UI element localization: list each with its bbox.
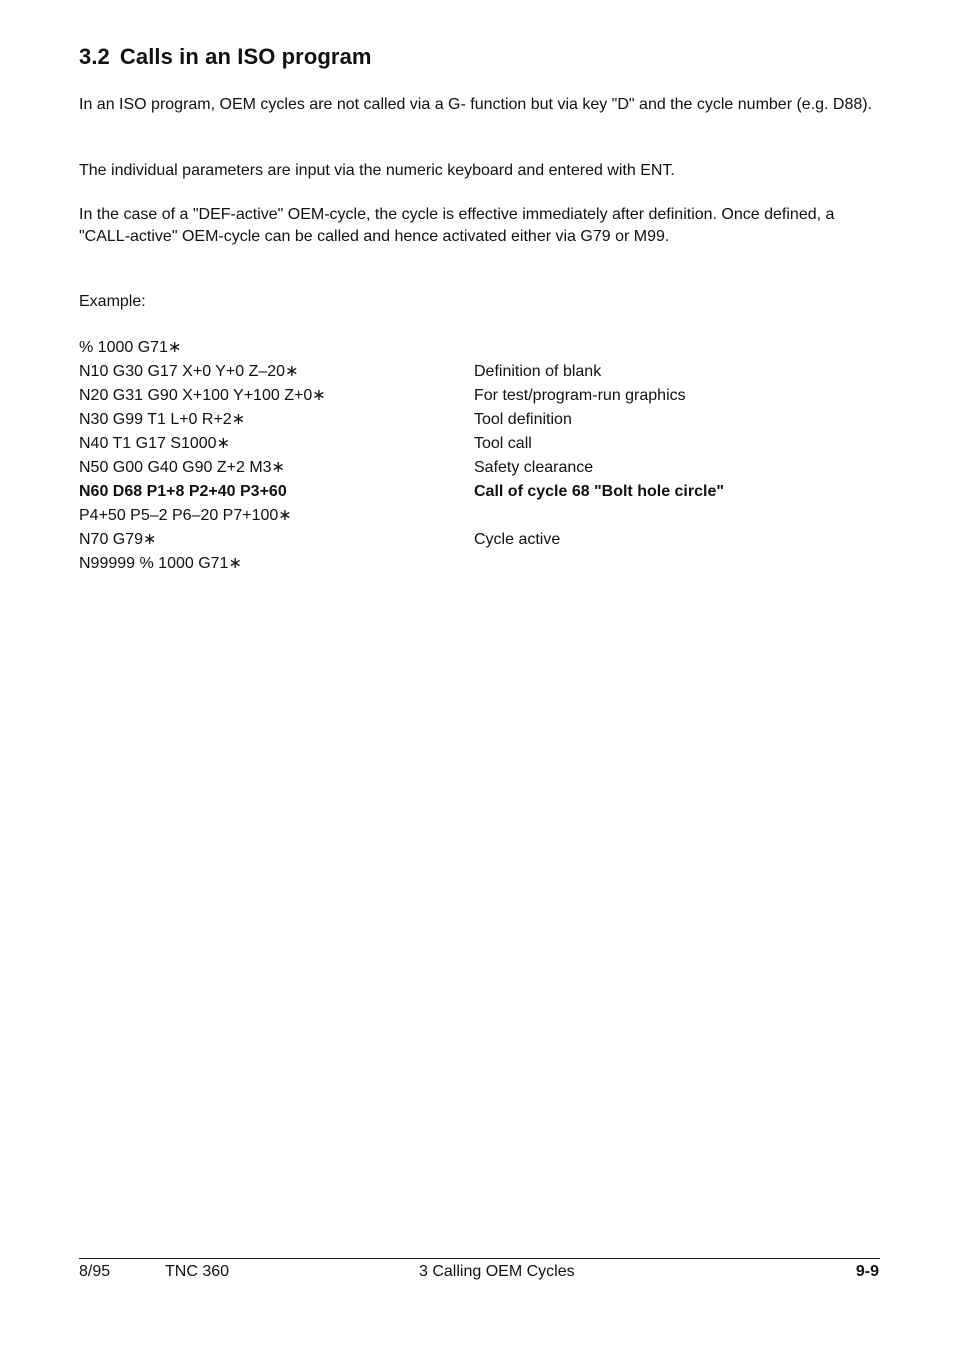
program-line-code: N40 T1 G17 S1000∗ — [79, 435, 230, 452]
parameters-paragraph: The individual parameters are input via the numeric keyboard and entered with ENT. — [79, 162, 675, 179]
def-active-paragraph: In the case of a "DEF-active" OEM-cycle, the cycle is effective immediately after definition. Once defined, a "CALL-active" OEM-cycle can be called and hence activated either via G79 or M99. — [79, 206, 835, 245]
program-line-comment: Tool call — [474, 435, 532, 452]
program-line-comment: For test/program-run graphics — [474, 387, 686, 404]
program-line-code: N70 G79∗ — [79, 531, 157, 548]
program-line-comment: Safety clearance — [474, 459, 594, 476]
program-line-comment: Cycle active — [474, 531, 561, 548]
footer-product: TNC 360 — [165, 1263, 230, 1280]
program-line-code: N99999 % 1000 G71∗ — [79, 555, 242, 572]
program-line-code: N20 G31 G90 X+100 Y+100 Z+0∗ — [79, 387, 326, 404]
section-title: Calls in an ISO program — [119, 44, 372, 69]
program-line-comment-highlighted: Call of cycle 68 "Bolt hole circle" — [474, 483, 724, 500]
program-line-code: N50 G00 G40 G90 Z+2 M3∗ — [79, 459, 285, 476]
footer-page-number: 9-9 — [855, 1263, 879, 1280]
program-line-code: N30 G99 T1 L+0 R+2∗ — [79, 411, 246, 428]
program-line-code-highlighted: N60 D68 P1+8 P2+40 P3+60 — [79, 483, 287, 500]
program-line-comment: Definition of blank — [474, 363, 602, 380]
section-heading — [79, 44, 372, 70]
section-number: 3.2 — [79, 44, 110, 69]
program-line-comment: Tool definition — [474, 411, 572, 428]
program-line-code: % 1000 G71∗ — [79, 339, 182, 356]
program-line-code: N10 G30 G17 X+0 Y+0 Z–20∗ — [79, 363, 299, 380]
intro-paragraph: In an ISO program, OEM cycles are not called via a G- function but via key "D" and the cycle number (e.g. D88). — [79, 96, 873, 113]
program-line-code: P4+50 P5–2 P6–20 P7+100∗ — [79, 507, 292, 524]
example-label: Example: — [79, 293, 146, 310]
footer-chapter: 3 Calling OEM Cycles — [419, 1263, 575, 1280]
footer-divider — [79, 1258, 880, 1259]
footer-date: 8/95 — [79, 1263, 111, 1280]
